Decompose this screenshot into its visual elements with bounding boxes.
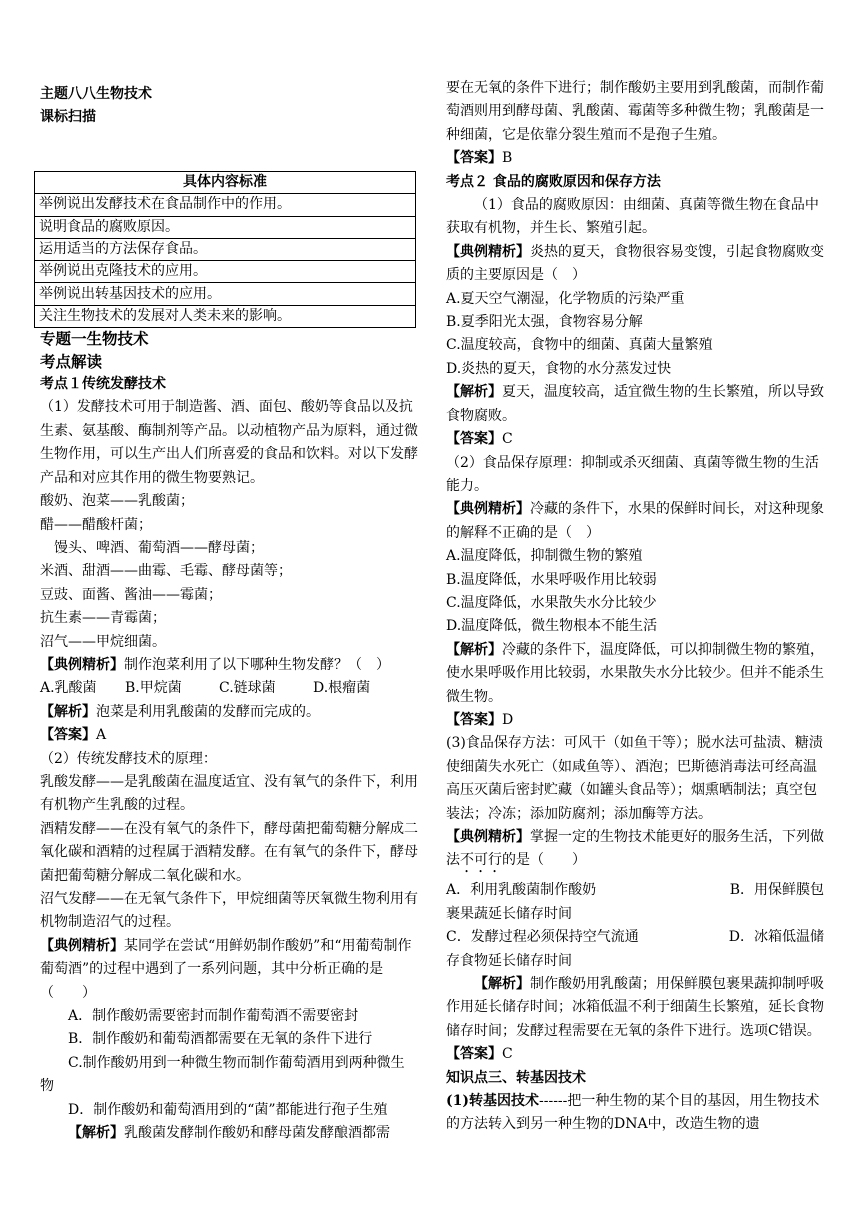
table-row: 举例说出转基因技术的应用。: [35, 283, 416, 305]
option: A.温度降低，抑制微生物的繁殖: [446, 548, 643, 565]
analysis-tag: 【解析】: [40, 703, 96, 720]
option: C.制作酸奶用到一种微生物而制作葡萄酒用到两种微生物: [40, 1054, 405, 1095]
doc-title: 主题八八生物技术: [40, 86, 152, 102]
example1-analysis: [40, 701, 418, 724]
example5-question: [446, 826, 824, 876]
standards-table: [34, 171, 416, 328]
example5-answer: [446, 1043, 824, 1066]
term: (1)转基因技术: [446, 1093, 539, 1110]
knowledge-point3-heading: 知识点三、转基因技术: [446, 1069, 586, 1086]
analysis-tag: 【解析】: [446, 641, 502, 658]
question-text-end: 的是（ ）: [502, 852, 586, 869]
example-tag: 【典例精析】: [446, 243, 530, 260]
option: D.炎热的夏天，食物的水分蒸发过快: [446, 360, 672, 377]
answer-tag: 【答案】: [40, 727, 96, 744]
option: D.根瘤菌: [313, 680, 371, 697]
left-column: [40, 0, 418, 1145]
alcohol-fermentation: 酒精发酵——在没有氧气的条件下，酵母菌把葡萄糖分解成二氧化碳和酒精的过程属于酒精发酵。在有氧气的条件下，酵母菌把葡萄糖分解成二氧化碳和水。: [40, 820, 418, 884]
lactic-fermentation: 乳酸发酵——是乳酸菌在温度适宜、没有氧气的条件下，利用有机物产生乳酸的过程。: [40, 773, 418, 814]
option: A．制作酸奶需要密封而制作葡萄酒不需要密封: [68, 1008, 359, 1025]
option-row: [446, 926, 824, 949]
option: B．用保鲜膜包: [729, 882, 824, 899]
option-cont: 裹果蔬延长储存时间: [446, 905, 572, 922]
option: C.链球菌: [219, 680, 276, 697]
list-item: 馒头、啤酒、葡萄酒——酵母菌；: [54, 539, 264, 556]
analysis-tag: 【解析】: [68, 1125, 124, 1142]
table-row: 说明食品的腐败原因。: [35, 216, 416, 238]
analysis-text: 泡菜是利用乳酸菌的发酵而完成的。: [96, 703, 320, 720]
list-item: 抗生素——青霉菌；: [40, 610, 166, 627]
answer-value: D: [502, 711, 514, 728]
analysis-tag: 【解析】: [446, 384, 502, 401]
table-row: 关注生物技术的发展对人类未来的影响。: [35, 305, 416, 327]
example3-answer: [446, 428, 824, 451]
spoilage-cause: （1）食品的腐败原因：由细菌、真菌等微生物在食品中获取有机物，并生长、繁殖引起。: [446, 197, 819, 237]
list-item: 米酒、甜酒——曲霉、毛霉、酵母菌等；: [40, 563, 292, 580]
option: D．制作酸奶和葡萄酒用到的“菌”都能进行孢子生殖: [68, 1101, 388, 1118]
answer-value: C: [502, 1046, 513, 1063]
question-text: 制作泡菜利用了以下哪种生物发酵？（ ）: [124, 656, 390, 673]
answer-value: B: [502, 150, 513, 167]
answer-tag: 【答案】: [446, 150, 502, 167]
example-tag: 【典例精析】: [40, 656, 124, 673]
answer-tag: 【答案】: [446, 1046, 502, 1063]
answer-value: A: [96, 727, 107, 744]
example2-analysis-cont: 要在无氧的条件下进行；制作酸奶主要用到乳酸菌，而制作葡萄酒则用到酵母菌、乳酸菌、霉菌等多种微生物；乳酸菌是一种细菌，它是依靠分裂生殖而不是孢子生殖。: [446, 80, 824, 143]
example-tag: 【典例精析】: [446, 501, 530, 518]
example-tag: 【典例精析】: [446, 829, 530, 845]
option-row: [446, 879, 824, 902]
example3-question: [446, 241, 824, 288]
standards-table-header: 具体内容标准: [35, 172, 416, 194]
option: D.温度降低，微生物根本不能生活: [446, 618, 658, 635]
option: A.夏天空气潮湿，化学物质的污染严重: [446, 290, 685, 307]
principle-heading: （2）传统发酵技术的原理：: [40, 750, 217, 767]
example4-question: [446, 498, 824, 545]
list-item: 酸奶、泡菜——乳酸菌；: [40, 493, 194, 510]
emphasis-text: 不可行: [460, 852, 502, 869]
biogas-fermentation: 沼气发酵——在无氧气条件下，甲烷细菌等厌氧微生物利用有机物制造沼气的过程。: [40, 891, 418, 931]
example2-analysis-start: [40, 1122, 418, 1145]
answer-tag: 【答案】: [446, 711, 502, 728]
option: B.甲烷菌: [125, 680, 182, 697]
point2-heading: 考点２ 食品的腐败原因和保存方法: [446, 173, 661, 190]
example1-answer: [40, 724, 418, 747]
analysis-text: 冷藏的条件下，温度降低，可以抑制微生物的繁殖，使水果呼吸作用比较弱，水果散失水分比较少。但并不能杀生微生物。: [446, 641, 824, 705]
answer-value: C: [502, 431, 513, 448]
example4-answer: [446, 709, 824, 732]
question-text: 某同学在尝试“用鲜奶制作酸奶”和“用葡萄制作葡萄酒”的过程中遇到了一系列问题，其中分析正确的是（ ）: [40, 937, 412, 1001]
right-column: [446, 0, 824, 1137]
table-row: 举例说出发酵技术在食品制作中的作用。: [35, 194, 416, 216]
preservation-methods: (3)食品保存方法：可风干（如鱼干等）；脱水法可盐渍、糖渍使细菌失水死亡（如咸鱼等）、酒泡；巴斯德消毒法可经高温高压灭菌后密封贮藏（如罐头食品等）；烟熏晒制法；真空包装法；冷冻；添加防腐剂；添加酶等方法。: [446, 735, 823, 822]
example1-options: [40, 677, 418, 700]
question-text: 冷藏的条件下，水果的保鲜时间长，对这种现象的解释不正确的是（ ）: [446, 501, 824, 541]
option: B．制作酸奶和葡萄酒都需要在无氧的条件下进行: [68, 1031, 373, 1048]
option: B.夏季阳光太强，食物容易分解: [446, 314, 643, 331]
question-text: 炎热的夏天，食物很容易变馊，引起食物腐败变质的主要原因是（ ）: [446, 243, 824, 284]
option-cont: 存食物延长储存时间: [446, 952, 572, 969]
option: A.乳酸菌: [40, 680, 97, 697]
option: C.温度较高，食物中的细菌、真菌大量繁殖: [446, 337, 713, 354]
example3-analysis: [446, 381, 824, 428]
analysis-text: 夏天，温度较高，适宜微生物的生长繁殖，所以导致食物腐败。: [446, 384, 824, 424]
definition-text: ------把一种生物的某个目的基因，用生物技术的方法转入到另一种生物的DNA中，改造生物的遗: [446, 1093, 820, 1133]
option: C.温度降低，水果散失水分比较少: [446, 594, 657, 611]
table-row: 举例说出克隆技术的应用。: [35, 261, 416, 283]
analysis-text: 乳酸菌发酵制作酸奶和酵母菌发酵酿酒都需: [124, 1125, 390, 1142]
option: D．冰箱低温储: [728, 929, 824, 946]
transgenic-definition: [446, 1090, 824, 1137]
example1-question: [40, 654, 418, 677]
option: A．利用乳酸菌制作酸奶: [446, 882, 597, 899]
option: C．发酵过程必须保持空气流通: [446, 929, 639, 946]
point1-heading: 考点１传统发酵技术: [40, 376, 166, 393]
list-item: 沼气——甲烷细菌。: [40, 633, 166, 650]
analysis-tag: 【解析】: [474, 976, 530, 993]
analysis-text: 制作酸奶用乳酸菌；用保鲜膜包裹果蔬抑制呼吸作用延长储存时间；冰箱低温不利于细菌生长繁殖，延长食物储存时间；发酵过程需要在无氧的条件下进行。选项C错误。: [446, 976, 824, 1039]
doc-subtitle: 课标扫描: [40, 109, 96, 125]
example2-answer: [446, 147, 824, 170]
point1-paragraph: （1）发酵技术可用于制造酱、酒、面包、酸奶等食品以及抗生素、氨基酸、酶制剂等产品。以动植物产品为原料，通过微生物作用，可以生产出人们所喜爱的食品和饮料。对以下发酵产品和对应其作用的微生物要熟记。: [40, 399, 418, 486]
topic-heading: 专题一生物技术: [40, 329, 149, 349]
list-item: 豆豉、面酱、酱油——霉菌；: [40, 586, 222, 603]
preservation-principle: （2）食品保存原理：抑制或杀灭细菌、真菌等微生物的生活能力。: [446, 454, 819, 494]
table-row: 运用适当的方法保存食品。: [35, 238, 416, 260]
example5-analysis: [446, 973, 824, 1043]
example4-analysis: [446, 639, 824, 709]
section-heading: 考点解读: [40, 351, 103, 371]
option: B.温度降低，水果呼吸作用比较弱: [446, 571, 657, 588]
example-tag: 【典例精析】: [40, 937, 124, 954]
answer-tag: 【答案】: [446, 431, 502, 448]
list-item: 醋——醋酸杆菌；: [40, 516, 152, 533]
example2-question: [40, 935, 418, 1005]
question-text: 掌握一定的生物技术能更好的服务生活，下列做法: [446, 829, 824, 869]
